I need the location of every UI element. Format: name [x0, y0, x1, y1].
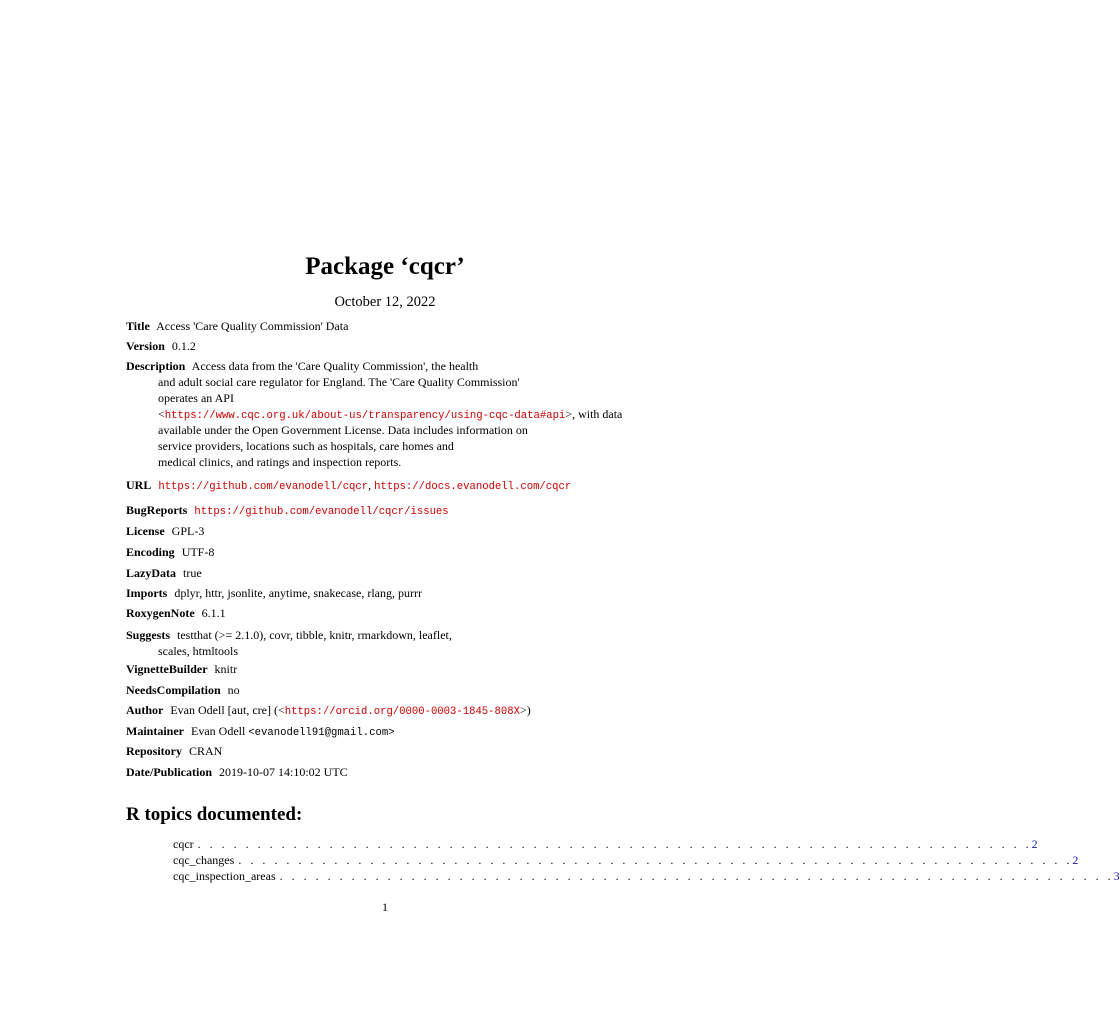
field-value: >)	[519, 703, 531, 717]
description-line: operates an API	[158, 391, 234, 405]
field-roxygennote	[126, 606, 646, 621]
toc-entry[interactable]	[173, 853, 1079, 869]
page-number: 1	[382, 900, 388, 914]
field-label: Imports	[126, 586, 168, 600]
field-label: Title	[126, 319, 150, 333]
issues-link[interactable]: https://github.com/evanodell/cqcr/issues	[194, 506, 449, 518]
github-link[interactable]: https://github.com/evanodell/cqcr	[158, 481, 369, 493]
toc-leader-dots: . . . . . . . . . . . . . . . . . . . . . . . . . . . . . . . . . . . . . . . . . . . . . . . . . . . . . . . . . . . . . . . . . . . . . .	[197, 837, 1032, 851]
toc-leader-dots: . . . . . . . . . . . . . . . . . . . . . . . . . . . . . . . . . . . . . . . . . . . . . . . . . . . . . . . . . . . . . . . . . . . . . .	[238, 853, 1073, 867]
field-value: testthat (>= 2.1.0), covr, tibble, knitr, rmarkdown, leaflet,	[177, 628, 452, 642]
toc-entry-name[interactable]: cqc_inspection_areas	[173, 869, 276, 883]
field-value: 6.1.1	[201, 606, 226, 620]
field-label: License	[126, 524, 165, 538]
field-maintainer	[126, 724, 646, 741]
orcid-link[interactable]: https://orcid.org/0000-0003-1845-808X	[284, 706, 520, 718]
field-repository	[126, 744, 646, 759]
field-value: GPL-3	[171, 524, 205, 538]
field-description	[126, 359, 646, 471]
description-line: and adult social care regulator for England. The 'Care Quality Commission'	[158, 375, 520, 389]
field-label: Suggests	[126, 628, 171, 642]
field-license	[126, 524, 646, 539]
field-value: 0.1.2	[171, 339, 196, 353]
field-label: URL	[126, 478, 152, 492]
field-vignettebuilder	[126, 662, 646, 677]
field-value: knitr	[214, 662, 238, 676]
field-author	[126, 703, 646, 720]
field-value: true	[183, 566, 202, 580]
description-text: <	[158, 407, 165, 421]
toc-entry-name[interactable]: cqcr	[173, 837, 194, 851]
description-line: available under the Open Government License. Data includes information on	[158, 423, 528, 437]
field-suggests	[126, 627, 646, 659]
field-imports	[126, 586, 646, 601]
description-line	[126, 407, 646, 423]
field-label: LazyData	[126, 566, 176, 580]
maintainer-email: <evanodell91@gmail.com>	[248, 727, 395, 739]
field-url	[126, 478, 646, 495]
field-value: dplyr, httr, jsonlite, anytime, snakecase, rlang, purrr	[174, 586, 422, 600]
description-line: Access data from the 'Care Quality Commission', the health	[191, 359, 479, 373]
field-label: Description	[126, 359, 186, 373]
field-label: VignetteBuilder	[126, 662, 208, 676]
field-bugreports	[126, 503, 646, 520]
field-value: Evan Odell [aut, cre] (<	[170, 703, 285, 717]
toc-entry[interactable]	[173, 869, 1120, 885]
toc-page-link[interactable]: 2	[1031, 837, 1038, 851]
toc-page-link[interactable]: 3	[1113, 869, 1120, 883]
field-date-publication	[126, 765, 646, 780]
field-value: Evan Odell	[191, 724, 249, 738]
field-label: Author	[126, 703, 164, 717]
field-label: Encoding	[126, 545, 175, 559]
field-needscompilation	[126, 683, 646, 698]
field-label: RoxygenNote	[126, 606, 195, 620]
toc-leader-dots: . . . . . . . . . . . . . . . . . . . . . . . . . . . . . . . . . . . . . . . . . . . . . . . . . . . . . . . . . . . . . . . . . . . . . .	[279, 869, 1114, 883]
page-title: Package ‘cqcr’	[305, 253, 465, 280]
field-value: CRAN	[189, 744, 223, 758]
field-value-continued: scales, htmltools	[158, 644, 238, 658]
field-label: Maintainer	[126, 724, 184, 738]
field-title	[126, 319, 646, 334]
description-line: service providers, locations such as hospitals, care homes and	[158, 439, 454, 453]
toc-entry-name[interactable]: cqc_changes	[173, 853, 235, 867]
field-version	[126, 339, 646, 354]
description-line: medical clinics, and ratings and inspection reports.	[158, 455, 402, 469]
docs-link[interactable]: https://docs.evanodell.com/cqcr	[374, 481, 572, 493]
toc-page-link[interactable]: 2	[1072, 853, 1079, 867]
field-label: Version	[126, 339, 165, 353]
field-label: BugReports	[126, 503, 188, 517]
description-text: >, with data	[565, 407, 623, 421]
field-lazydata	[126, 566, 646, 581]
field-value: UTF-8	[181, 545, 215, 559]
cqc-api-link[interactable]: https://www.cqc.org.uk/about-us/transparency/using-cqc-data#api	[164, 410, 566, 422]
field-encoding	[126, 545, 646, 560]
field-value: Access 'Care Quality Commission' Data	[156, 319, 349, 333]
field-value: no	[227, 683, 240, 697]
url-separator: ,	[368, 478, 375, 492]
field-value: 2019-10-07 14:10:02 UTC	[219, 765, 348, 779]
field-label: Date/Publication	[126, 765, 212, 779]
field-label: NeedsCompilation	[126, 683, 221, 697]
document-date: October 12, 2022	[334, 294, 436, 310]
toc-entry[interactable]	[173, 837, 1038, 853]
field-label: Repository	[126, 744, 182, 758]
toc-heading: R topics documented:	[126, 804, 303, 825]
